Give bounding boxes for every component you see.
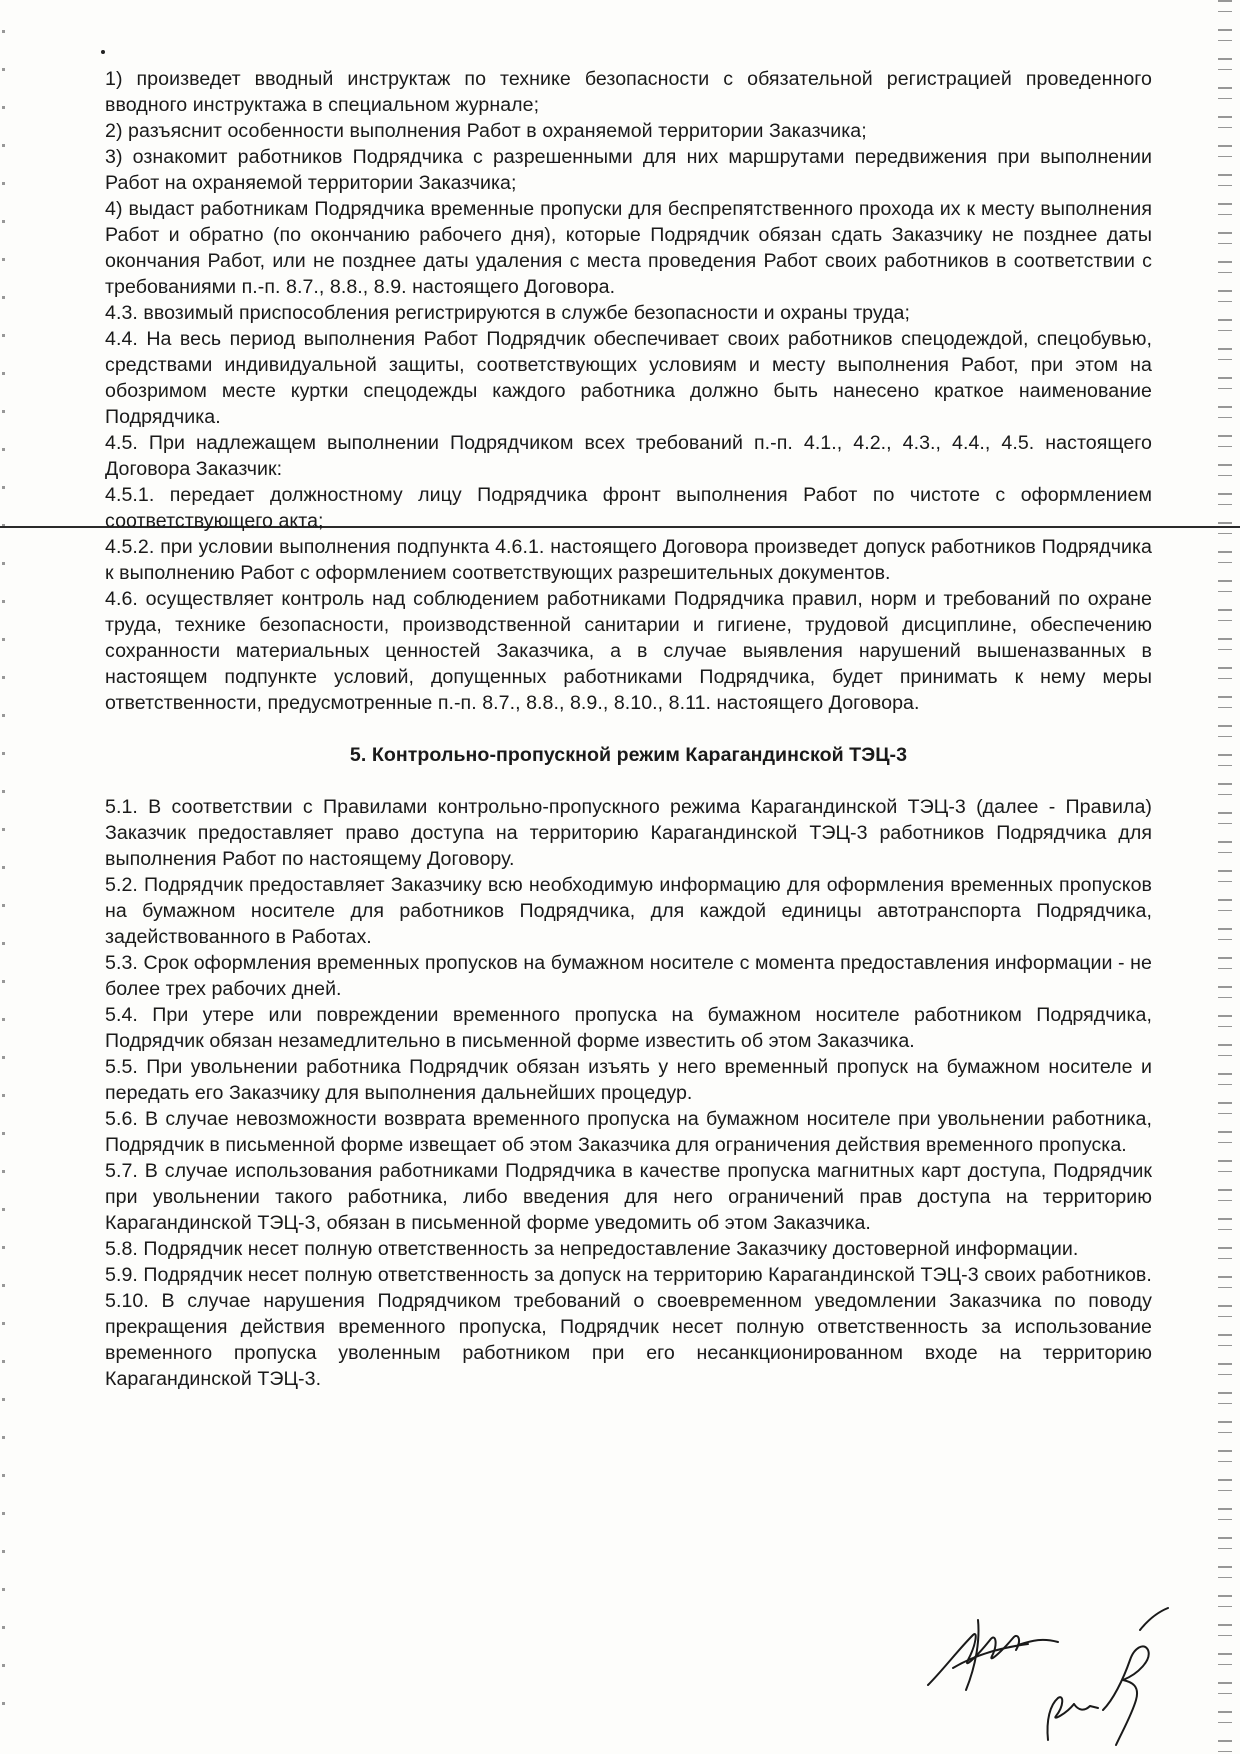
clause-4-5-2: 4.5.2. при условии выполнения подпункта 4.6.1. настоящего Договора произведет допуск работников Подрядчика к выполнению Работ с оформлением соответствующих разрешительных документов. — [105, 536, 1152, 584]
clause-4-2-1: 1) произведет вводный инструктаж по технике безопасности с обязательной регистрацией проведенного вводного инструктажа в специальном журнале; — [105, 68, 1152, 116]
clause-5-5: 5.5. При увольнении работника Подрядчик обязан изъять у него временный пропуск на бумажном носителе и передать его Заказчику для выполнения дальнейших процедур. — [105, 1056, 1152, 1104]
clause-5-4: 5.4. При утере или повреждении временного пропуска на бумажном носителе работником Подрядчика, Подрядчик обязан незамедлительно в письменной форме известить об этом Заказчика. — [105, 1004, 1152, 1052]
clause-4-5: 4.5. При надлежащем выполнении Подрядчиком всех требований п.-п. 4.1., 4.2., 4.3., 4.4., 4.5. настоящего Договора Заказчик: — [105, 432, 1152, 480]
clause-4-4: 4.4. На весь период выполнения Работ Подрядчик обеспечивает своих работников спецодеждой, спецобувью, средствами индивидуальной защиты, соответствующих условиям и месту выполнения Работ, при этом на обозримом месте куртки спецодежды каждого работника должно быть нанесено краткое наименование Подрядчика. — [105, 328, 1152, 428]
clause-5-10: 5.10. В случае нарушения Подрядчиком требований о своевременном уведомлении Заказчика по поводу прекращения действия временного пропуска, Подрядчик несет полную ответственность за использование временного пропуска уволенным работником при его несанкционированном входе на территорию Карагандинской ТЭЦ-3. — [105, 1290, 1152, 1390]
section-5-heading: 5. Контрольно-пропускной режим Карагандинской ТЭЦ-3 — [349, 744, 908, 766]
clause-5-8: 5.8. Подрядчик несет полную ответственность за непредоставление Заказчику достоверной информации. — [105, 1238, 1079, 1260]
clause-4-2-3: 3) ознакомит работников Подрядчика с разрешенными для них маршрутами передвижения при выполнении Работ на охраняемой территории Заказчика; — [105, 146, 1152, 194]
clause-4-3: 4.3. ввозимый приспособления регистрируются в службе безопасности и охраны труда; — [105, 302, 910, 324]
clause-5-6: 5.6. В случае невозможности возврата временного пропуска на бумажном носителе при увольнении работника, Подрядчик в письменной форме извещает об этом Заказчика для ограничения действия временного пропуска. — [105, 1108, 1152, 1156]
document-body — [105, 66, 1152, 1392]
scan-dot — [101, 50, 105, 54]
handwritten-signature-icon — [918, 1590, 1188, 1750]
clause-5-7: 5.7. В случае использования работниками Подрядчика в качестве пропуска магнитных карт доступа, Подрядчик при увольнении такого работника, либо введения для него ограничений прав доступа на территорию Карагандинской ТЭЦ-3, обязан в письменной форме уведомить об этом Заказчика. — [105, 1160, 1152, 1234]
clause-5-2: 5.2. Подрядчик предоставляет Заказчику всю необходимую информацию для оформления временных пропусков на бумажном носителе для работников Подрядчика, для каждой единицы автотранспорта Подрядчика, задействованного в Работах. — [105, 874, 1152, 948]
scan-edge-left — [2, 30, 5, 1730]
clause-4-5-1: 4.5.1. передает должностному лицу Подрядчика фронт выполнения Работ по чистоте с оформлением соответствующего акта; — [105, 484, 1152, 532]
clause-4-2-4: 4) выдаст работникам Подрядчика временные пропуски для беспрепятственного прохода их к месту выполнения Работ и обратно (по окончанию рабочего дня), которые Подрядчик обязан сдать Заказчику не позднее даты окончания Работ, или не позднее даты удаления с места проведения Работ своих работников в соответствии с требованиями п.-п. 8.7., 8.8., 8.9. настоящего Договора. — [105, 198, 1152, 298]
clause-4-6: 4.6. осуществляет контроль над соблюдением работниками Подрядчика правил, норм и требований по охране труда, технике безопасности, производственной санитарии и гигиене, трудовой дисциплине, обеспечению сохранности материальных ценностей Заказчика, а в случае выявления нарушений вышеназванных в настоящем подпункте условий, допущенных работниками Подрядчика, будет принимать к нему меры ответственности, предусмотренные п.-п. 8.7., 8.8., 8.9., 8.10., 8.11. настоящего Договора. — [105, 588, 1152, 714]
scan-edge-right — [1218, 0, 1232, 1754]
clause-5-3: 5.3. Срок оформления временных пропусков на бумажном носителе с момента предоставления информации - не более трех рабочих дней. — [105, 952, 1152, 1000]
clause-5-9: 5.9. Подрядчик несет полную ответственность за допуск на территорию Карагандинской ТЭЦ-3 своих работников. — [105, 1264, 1152, 1286]
clause-5-1: 5.1. В соответствии с Правилами контрольно-пропускного режима Карагандинской ТЭЦ-3 (далее - Правила) Заказчик предоставляет право доступа на территорию Карагандинской ТЭЦ-3 работников Подрядчика для выполнения Работ по настоящему Договору. — [105, 796, 1152, 870]
clause-4-2-2: 2) разъяснит особенности выполнения Работ в охраняемой территории Заказчика; — [105, 120, 867, 142]
